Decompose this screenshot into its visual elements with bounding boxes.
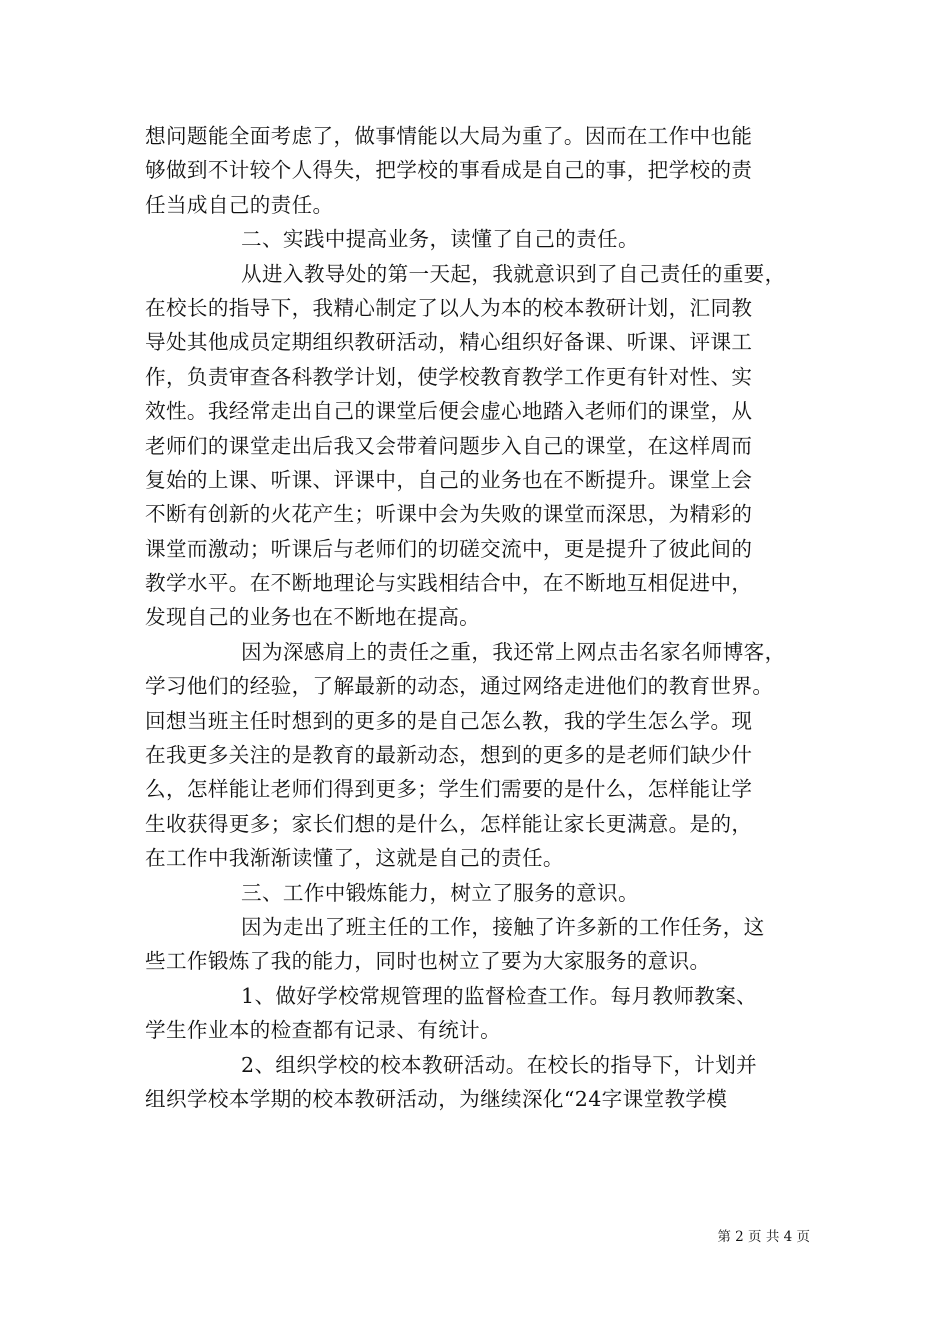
text-line: 不断有创新的火花产生；听课中会为失败的课堂而深思，为精彩的 <box>145 502 753 527</box>
text-line: 么，怎样能让老师们得到更多；学生们需要的是什么，怎样能让学 <box>145 777 753 802</box>
text-line: 在校长的指导下，我精心制定了以人为本的校本教研计划，汇同教 <box>145 295 753 320</box>
list-item-2: 2、组织学校的校本教研活动。在校长的指导下，计划并 <box>241 1052 758 1077</box>
text-line: 回想当班主任时想到的更多的是自己怎么教，我的学生怎么学。现 <box>145 708 753 733</box>
text-line: 课堂而激动；听课后与老师们的切磋交流中，更是提升了彼此间的 <box>145 536 753 561</box>
text-line: 导处其他成员定期组织教研活动，精心组织好备课、听课、评课工 <box>145 330 753 355</box>
page-number-footer: 第 2 页 共 4 页 <box>717 1229 810 1245</box>
text-line: 些工作锻炼了我的能力，同时也树立了要为大家服务的意识。 <box>145 949 711 974</box>
text-line: 效性。我经常走出自己的课堂后便会虚心地踏入老师们的课堂，从 <box>145 399 753 424</box>
list-item-1: 1、做好学校常规管理的监督检查工作。每月教师教案、 <box>241 983 758 1008</box>
text-line: 在工作中我渐渐读懂了，这就是自己的责任。 <box>145 846 564 871</box>
text-line: 学习他们的经验，了解最新的动态，通过网络走进他们的教育世界。 <box>145 674 774 699</box>
section-heading-3: 三、工作中锻炼能力，树立了服务的意识。 <box>241 880 639 905</box>
paragraph-start: 从进入教导处的第一天起，我就意识到了自己责任的重要， <box>241 261 786 286</box>
paragraph-start: 因为走出了班主任的工作，接触了许多新的工作任务，这 <box>241 914 765 939</box>
text-line: 组织学校本学期的校本教研活动，为继续深化“24字课堂教学模 <box>145 1086 728 1111</box>
text-line: 任当成自己的责任。 <box>145 192 334 217</box>
text-line: 学生作业本的检查都有记录、有统计。 <box>145 1018 502 1043</box>
text-line: 发现自己的业务也在不断地在提高。 <box>145 605 481 630</box>
text-line: 老师们的课堂走出后我又会带着问题步入自己的课堂，在这样周而 <box>145 433 753 458</box>
text-line: 教学水平。在不断地理论与实践相结合中，在不断地互相促进中， <box>145 571 753 596</box>
text-line: 够做到不计较个人得失，把学校的事看成是自己的事，把学校的责 <box>145 158 753 183</box>
text-line: 作，负责审查各科教学计划，使学校教育教学工作更有针对性、实 <box>145 364 753 389</box>
text-line: 复始的上课、听课、评课中，自己的业务也在不断提升。课堂上会 <box>145 467 753 492</box>
text-line: 生收获得更多；家长们想的是什么，怎样能让家长更满意。是的， <box>145 811 753 836</box>
text-line: 在我更多关注的是教育的最新动态，想到的更多的是老师们缺少什 <box>145 743 753 768</box>
paragraph-start: 因为深感肩上的责任之重，我还常上网点击名家名师博客， <box>241 639 786 664</box>
body-text <box>145 119 815 1116</box>
section-heading-2: 二、实践中提高业务，读懂了自己的责任。 <box>241 227 639 252</box>
text-line: 想问题能全面考虑了，做事情能以大局为重了。因而在工作中也能 <box>145 124 753 148</box>
